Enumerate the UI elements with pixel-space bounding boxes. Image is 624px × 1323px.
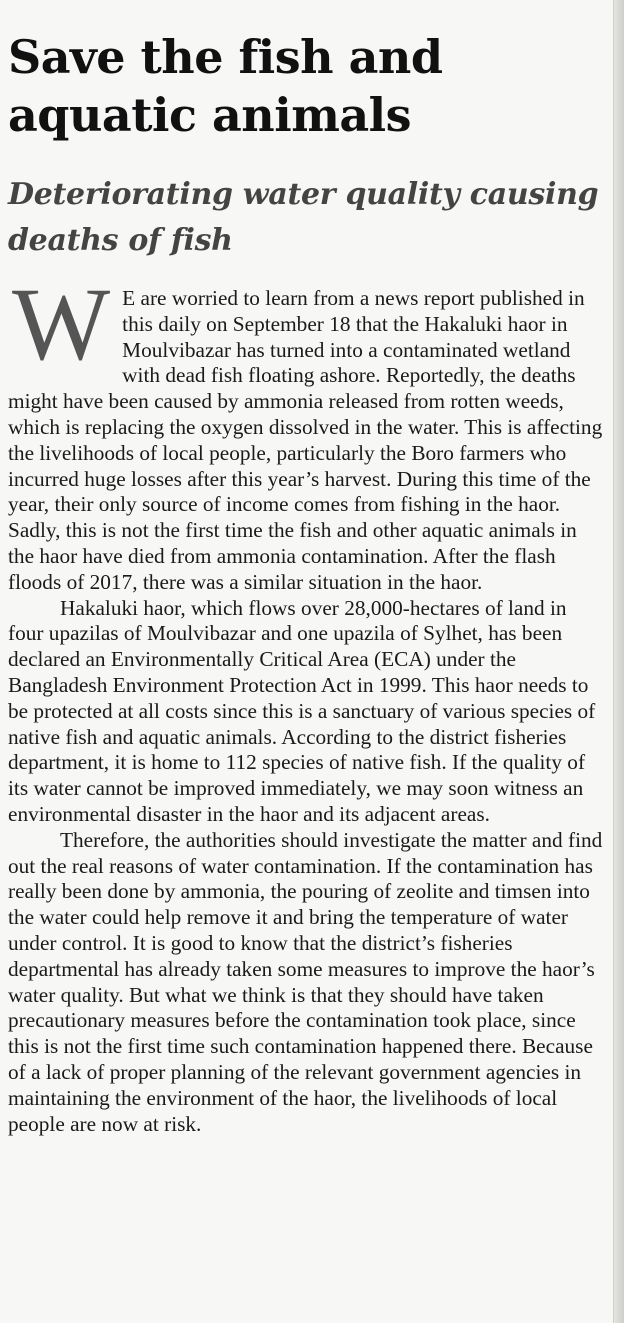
- paragraph-1-text: E are worried to learn from a news report published in this daily on September 18 that the Hakaluki haor in Moulvibazar has turned into a contaminated wetland with dead fish floating ashore. Reportedly, the deaths might have been caused by ammonia released from rotten weeds, which is replacing the oxygen dissolved in the water. This is affecting the livelihoods of local people, particularly the Boro farmers who incurred huge losses after this year’s harvest. During this time of the year, their only source of income comes from fishing in the haor. Sadly, this is not the first time the fish and other aquatic animals in the haor have died from ammonia contamination. After the flash floods of 2017, there was a similar situation in the haor.: [8, 286, 603, 594]
- paragraph-1: [8, 267, 606, 596]
- page-edge: [614, 0, 624, 1323]
- paragraph-2: Hakaluki haor, which flows over 28,000-hectares of land in four upazilas of Moulvibazar and one upazila of Sylhet, has been declared an Environmentally Critical Area (ECA) under the Bangladesh Environment Protection Act in 1999. This haor needs to be protected at all costs since this is a sanctuary of various species of native fish and aquatic animals. According to the district fisheries department, it is home to 112 species of native fish. If the quality of its water cannot be improved immediately, we may soon witness an environmental disaster in the haor and its adjacent areas.: [8, 595, 596, 826]
- headline: Save the fish and aquatic animals: [8, 30, 443, 142]
- drop-cap: W: [12, 267, 111, 382]
- subheadline: Deteriorating water quality causing deaths of fish: [8, 177, 599, 258]
- paragraph-3: Therefore, the authorities should investigate the matter and find out the real reasons of water contamination. If the contamination has really been done by ammonia, the pouring of zeolite and timsen into the water could help remove it and bring the temperature of water under control. It is good to know that the district’s fisheries departmental has already taken some measures to improve the haor’s water quality. But what we think is that they should have taken precautionary measures before the contamination took place, since this is not the first time such contamination happened there. Because of a lack of proper planning of the relevant government agencies in maintaining the environment of the haor, the livelihoods of local people are now at risk.: [8, 827, 603, 1136]
- article-body: [8, 267, 606, 1137]
